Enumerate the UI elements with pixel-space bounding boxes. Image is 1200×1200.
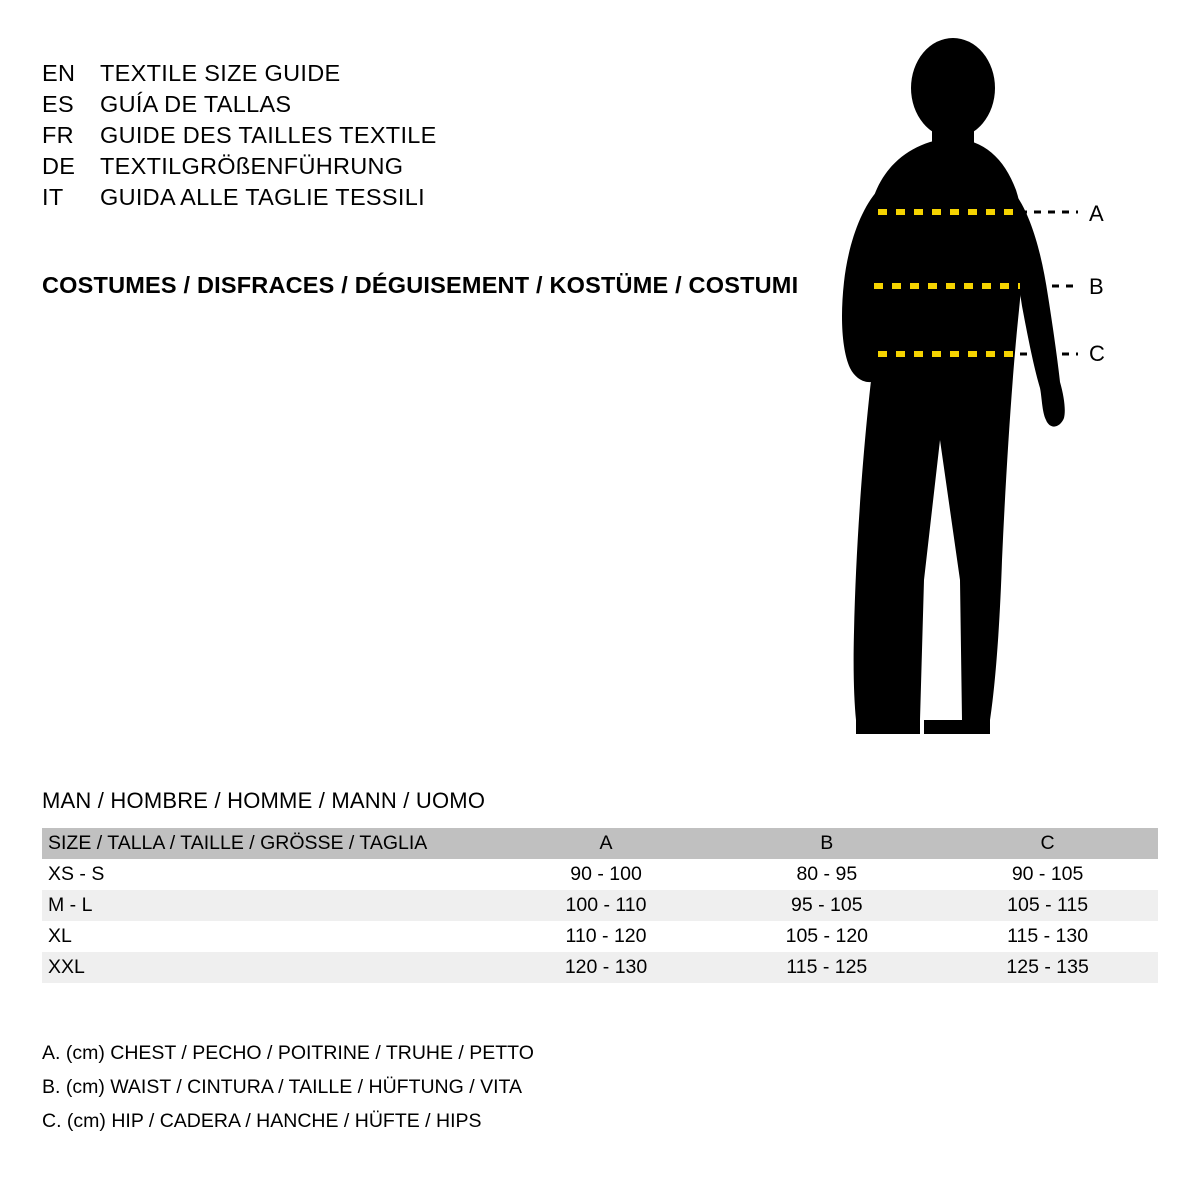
language-code-en: EN: [42, 60, 76, 86]
table-row: [42, 890, 1158, 921]
cell-size: M - L: [48, 894, 93, 916]
language-text-fr: GUIDE DES TAILLES TEXTILE: [100, 122, 437, 148]
cell-a: 120 - 130: [564, 956, 648, 978]
size-table-head: [42, 828, 1158, 859]
language-row-de: [42, 151, 862, 182]
language-code-es: ES: [42, 91, 74, 117]
table-row: [42, 859, 1158, 890]
column-header-c: C: [1040, 832, 1055, 854]
cell-b: 105 - 120: [785, 925, 869, 947]
table-row: [42, 952, 1158, 983]
table-row: [42, 921, 1158, 952]
note-b: B. (cm) WAIST / CINTURA / TAILLE / HÜFTUNG / VITA: [42, 1076, 522, 1098]
language-row-it: [42, 182, 862, 213]
measurement-notes: [42, 1036, 534, 1138]
column-header-b: B: [820, 832, 834, 854]
cell-c: 125 - 135: [1006, 956, 1089, 978]
table-group-title: MAN / HOMBRE / HOMME / MANN / UOMO: [42, 788, 486, 813]
language-text-en: TEXTILE SIZE GUIDE: [100, 60, 341, 86]
note-c: C. (cm) HIP / CADERA / HANCHE / HÜFTE / HIPS: [42, 1110, 482, 1132]
column-header-size: SIZE / TALLA / TAILLE / GRÖSSE / TAGLIA: [48, 832, 428, 854]
size-table: [42, 828, 1158, 983]
measure-label-b: B: [1089, 274, 1104, 299]
silhouette-shape: [842, 38, 1065, 734]
language-text-es: GUÍA DE TALLAS: [100, 91, 292, 117]
cell-size: XXL: [48, 956, 85, 978]
note-a: A. (cm) CHEST / PECHO / POITRINE / TRUHE / PETTO: [42, 1042, 534, 1064]
cell-b: 115 - 125: [786, 956, 868, 978]
cell-c: 90 - 105: [1011, 863, 1084, 885]
language-text-de: TEXTILGRÖßENFÜHRUNG: [100, 153, 404, 179]
costumes-subtitle: COSTUMES / DISFRACES / DÉGUISEMENT / KOSTÜME / COSTUMI: [42, 272, 799, 298]
cell-a: 90 - 100: [570, 863, 642, 885]
cell-c: 105 - 115: [1007, 894, 1089, 916]
language-list: [42, 58, 862, 213]
table-header-row: [42, 828, 1158, 859]
size-table-body: [42, 859, 1158, 983]
language-row-es: [42, 89, 862, 120]
cell-b: 80 - 95: [796, 863, 858, 885]
cell-a: 100 - 110: [565, 894, 647, 916]
language-row-fr: [42, 120, 862, 151]
column-header-a: A: [599, 832, 613, 854]
language-code-de: DE: [42, 153, 76, 179]
language-code-fr: FR: [42, 122, 74, 148]
cell-a: 110 - 120: [565, 925, 647, 947]
body-silhouette-figure: [820, 20, 1160, 750]
cell-b: 95 - 105: [791, 894, 863, 916]
cell-size: XL: [48, 925, 72, 947]
cell-c: 115 - 130: [1007, 925, 1089, 947]
measure-label-a: A: [1089, 201, 1104, 226]
language-text-it: GUIDA ALLE TAGLIE TESSILI: [100, 184, 425, 210]
measure-label-c: C: [1089, 341, 1105, 366]
language-row-en: [42, 58, 862, 89]
language-code-it: IT: [42, 184, 64, 210]
cell-size: XS - S: [48, 863, 105, 885]
